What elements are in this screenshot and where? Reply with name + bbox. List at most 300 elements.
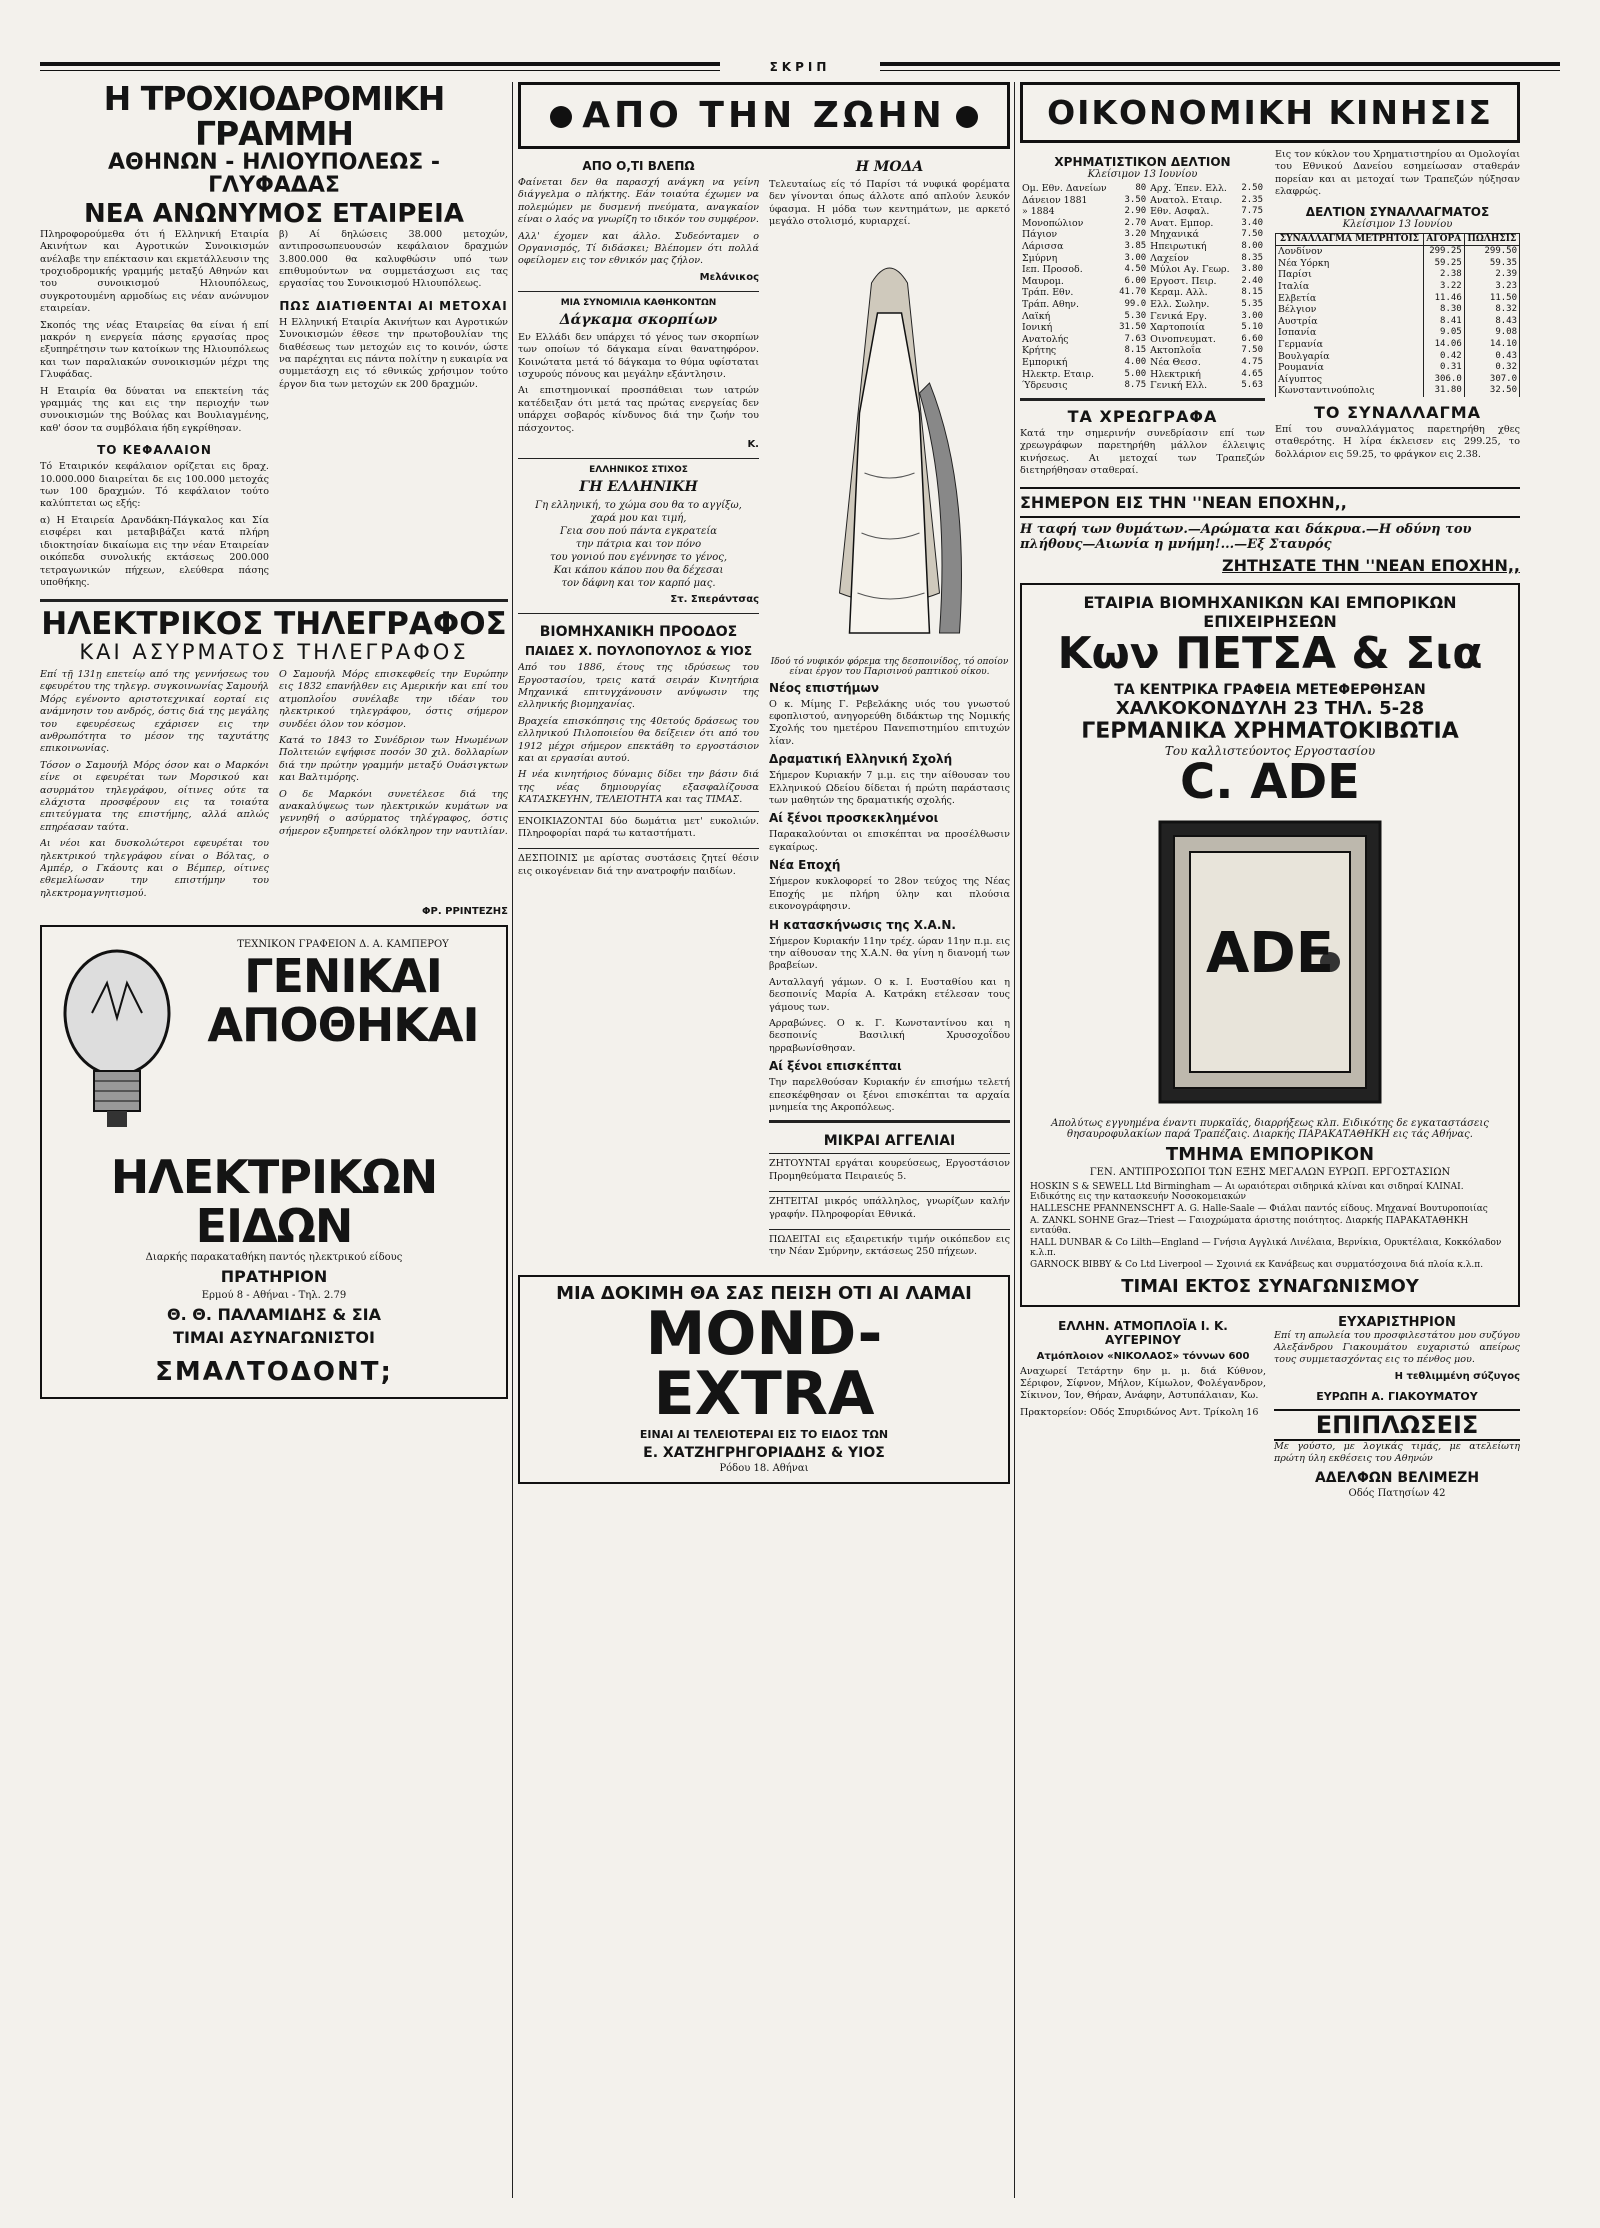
classified-text: ΔΕΣΠΟΙΝΙΣ με αρίστας συστάσεις ζητεί θέσιν εις οικογένειαν διά την ανατροφήν παιδίων.: [518, 853, 759, 877]
market-row: [1020, 183, 1265, 195]
rate-city: Αίγυπτος: [1276, 374, 1424, 386]
market-security: Ανατ. Εμπορ.: [1150, 217, 1214, 229]
rate-value: 11.50: [1464, 293, 1519, 305]
section-kicker: ΜΙΑ ΣΥΝΟΜΙΛΙΑ ΚΑΘΗΚΟΝΤΩΝ: [560, 297, 717, 308]
classified-ad: [769, 1229, 1010, 1267]
market-row: [1020, 299, 1265, 311]
market-price: 2.70: [1124, 217, 1147, 228]
bottom-ads: [1020, 1315, 1520, 1501]
market-price: 5.10: [1241, 322, 1263, 333]
life-right: [769, 155, 1010, 1267]
article-paragraph: α) Η Εταιρεία Δρανδάκη-Πάγκαλος και Σία εισφέρει και μεταβιβάζει κατά πλήρη ιδιοκτησίαν δικαίωμα εις την νέαν Εταιρείαν οικόπεδα συνολικής εκτάσεως 200.000 τετραγωνικών πήχεων, ελεύθερα πάσης υποθήκης.: [40, 514, 269, 588]
life-section: [518, 155, 1010, 1267]
rate-value: 32.50: [1464, 385, 1519, 397]
market-price: 3.80: [1241, 264, 1263, 275]
market-price: 31.50: [1119, 322, 1147, 333]
rate-date: Κλείσιμον 13 Ιουνίου: [1342, 218, 1453, 230]
petsa-ad: [1020, 583, 1520, 1306]
news-text: Αρραβώνες. Ο κ. Γ. Κωνσταντίνου και η δεσποινίς Βασιλική Χρυσοχοΐδου ηρραβωνίσθησαν.: [769, 1017, 1010, 1054]
rate-city: Ρουμανία: [1276, 362, 1424, 374]
article-paragraph: Ο Σαμουήλ Μόρς επισκεφθείς την Ευρώπην εις 1832 επανήλθεν εις Αμερικήν και επί του ατμοπλοΐου συνέλαβε την ιδέαν του ηλεκτρικού τηλεγράφου, όστις σήμερον συνδέει όλον τον κόσμον.: [279, 668, 508, 730]
industry-subtitle: ΠΑΙΔΕΣ Χ. ΠΟΥΛΟΠΟΥΛΟΣ & ΥΙΟΣ: [524, 644, 753, 659]
article-signature: Κ.: [747, 439, 759, 451]
article-paragraph: Αλλ' έχομεν και άλλο. Συδεόνταμεν ο Οργανισμός, Τί διδάσκει; Βλέπομεν ότι πολλά οφείλομεν εις τον εθνικόν μας ζήλον.: [518, 230, 759, 267]
rate-value: 9.05: [1423, 327, 1464, 339]
rate-value: 59.35: [1464, 258, 1519, 270]
rate-value: 14.10: [1464, 339, 1519, 351]
thanks-title: ΕΥΧΑΡΙΣΤΗΡΙΟΝ: [1338, 1314, 1456, 1330]
market-security: Κρήτης: [1022, 345, 1057, 357]
column-divider: [512, 82, 513, 2198]
rate-value: 14.06: [1423, 339, 1464, 351]
bullet-icon: [956, 106, 978, 128]
rate-title: ΔΕΛΤΙΟΝ ΣΥΝΑΛΛΑΓΜΑΤΟΣ: [1305, 204, 1490, 219]
mond-extra-ad: [518, 1275, 1010, 1484]
market-row: [1020, 287, 1265, 299]
market-price: 6.60: [1241, 333, 1263, 344]
rate-value: 8.41: [1423, 316, 1464, 328]
market-security: Σμύρνη: [1022, 252, 1058, 264]
agent-entry: GARNOCK BIBBY & Co Ltd Liverpool — Σχοινιά εκ Κανάβεως και συρματόσχοινα διά πλοία κ.λ.π.: [1030, 1259, 1484, 1270]
fx-text: Επί του συναλλάγματος παρετηρήθη χθες σταθερότης. Η λίρα έκλεισεν εις 299.25, το δολλάριον εις 59.25, το φράγκον εις 2.38.: [1275, 423, 1520, 460]
market-security: Λάρισσα: [1022, 240, 1064, 252]
thanks-name: ΕΥΡΩΠΗ Α. ΓΙΑΚΟΥΜΑΤΟΥ: [1316, 1389, 1478, 1403]
fx-title: ΤΟ ΣΥΝΑΛΛΑΓΜΑ: [1313, 402, 1482, 422]
masthead-label: ΣΚΡΙΠ: [720, 60, 880, 74]
rate-value: 8.43: [1464, 316, 1519, 328]
rate-row: [1276, 316, 1520, 328]
life-banner: [518, 82, 1010, 149]
market-security: Πάγιον: [1022, 229, 1058, 241]
market-row: [1020, 334, 1265, 346]
classified-text: ΖΗΤΕΙΤΑΙ μικρός υπάλληλος, γνωρίζων καλήν γραφήν. Πληροφορίαι Εθνικά.: [769, 1196, 1010, 1220]
news-text: Παρακαλούνται οι επισκέπται να προσέλθωσιν εγκαίρως.: [769, 829, 1010, 853]
ship-name: Ατμόπλοιον «ΝΙΚΟΛΑΟΣ» τόννων 600: [1036, 1350, 1250, 1362]
rate-row: [1276, 293, 1520, 305]
column-1: [40, 82, 508, 2198]
rate-value: 8.32: [1464, 304, 1519, 316]
market-price: 2.40: [1241, 275, 1263, 286]
rate-value: 8.30: [1423, 304, 1464, 316]
market-security: Μαυρομ.: [1022, 275, 1064, 287]
article-paragraph: β) Αί δηλώσεις 38.000 μετοχών, αντιπροσωπευουσών κεφάλαιον δραχμών 3.800.000 θα καλυφθώσιν υπό των επιθυμούντων να συμμετάσχωσι εις τας εργασίας του Συνοικισμού Ηλιουπόλεως.: [279, 228, 508, 290]
market-security: Δάνειον 1881: [1022, 194, 1088, 206]
rate-header: ΑΓΟΡΑ: [1423, 233, 1464, 246]
market-date: Κλείσιμον 13 Ιουνίου: [1087, 169, 1198, 180]
market-price: 2.50: [1241, 183, 1263, 193]
market-security: Ομ. Εθν. Δανείων: [1022, 183, 1107, 194]
ad-office: ΤΕΧΝΙΚΟΝ ΓΡΑΦΕΙΟΝ Δ. Α. ΚΑΜΠΕΡΟΥ: [237, 939, 449, 951]
ad-line: ΕΤΑΙΡΙΑ ΒΙΟΜΗΧΑΝΙΚΩΝ ΚΑΙ ΕΜΠΟΡΙΚΩΝ ΕΠΙΧΕΙΡΗΣΕΩΝ: [1083, 593, 1457, 632]
market-security: Εθν. Ασφαλ.: [1150, 206, 1210, 218]
market-row: [1020, 206, 1265, 218]
market-price: 41.70: [1119, 287, 1147, 298]
tram-subheadline: ΑΘΗΝΩΝ - ΗΛΙΟΥΠΟΛΕΩΣ - ΓΛΥΦΑΔΑΣ: [107, 150, 441, 199]
ad-brand: EXTRA: [653, 1358, 875, 1429]
rate-city: Ιταλία: [1276, 281, 1424, 293]
rate-row: [1276, 246, 1520, 258]
rate-value: 306.0: [1423, 374, 1464, 386]
market-price: 4.75: [1241, 356, 1263, 367]
market-security: Τράπ. Εθν.: [1022, 287, 1074, 299]
market-security: Ηπειρωτική: [1150, 240, 1207, 252]
industry-title: ΒΙΟΜΗΧΑΝΙΚΗ ΠΡΟΟΔΟΣ: [539, 624, 738, 641]
rate-value: 3.22: [1423, 281, 1464, 293]
rate-row: [1276, 327, 1520, 339]
market-table: [1020, 183, 1265, 392]
rate-value: 0.32: [1464, 362, 1519, 374]
rate-city: Βέλγιον: [1276, 304, 1424, 316]
news-kicker: Νέα Εποχή: [769, 858, 841, 873]
news-text: Την παρελθούσαν Κυριακήν έν επισήμω τελετή επεσκέφθησαν οι ξένοι επισκέπται τα αρχαία μνημεία της Ακροπόλεως.: [769, 1077, 1010, 1113]
furniture-title: ΕΠΙΠΛΩΣΕΙΣ: [1274, 1409, 1520, 1441]
rate-row: [1276, 351, 1520, 363]
market-security: Εμπορική: [1022, 356, 1068, 368]
illustration-caption: Ιδού τό νυφικόν φόρεμα της δεσποινίδος, τό οποίον είναι έργον του Παρισινού ραπτικού οίκου.: [770, 656, 1009, 677]
furniture-address: Οδός Πατησίων 42: [1348, 1487, 1446, 1499]
market-price: 5.30: [1124, 310, 1147, 321]
ad-line: ΤΙΜΑΙ ΑΣΥΝΑΓΩΝΙΣΤΟΙ: [173, 1327, 375, 1347]
market-security: Μύλοι Αγ. Γεωρ.: [1150, 264, 1230, 276]
lightbulb-icon: [52, 943, 182, 1153]
market-security: Ακτοπλοΐα: [1150, 345, 1202, 357]
rate-city: Λονδίνον: [1276, 246, 1424, 258]
ad-line: ΜΙΑ ΔΟΚΙΜΗ ΘΑ ΣΑΣ ΠΕΙΣΗ ΟΤΙ ΑΙ ΛΑΜΑΙ: [556, 1282, 972, 1304]
ad-brand: MOND-: [645, 1298, 883, 1369]
nea-epochi-cta: ΖΗΤΗΣΑΤΕ ΤΗΝ ''ΝΕΑΝ ΕΠΟΧΗΝ,,: [1222, 556, 1520, 576]
ad-line: ΓΕΝ. ΑΝΤΙΠΡΟΣΩΠΟΙ ΤΩΝ ΕΞΗΣ ΜΕΓΑΛΩΝ ΕΥΡΩΠ. ΕΡΓΟΣΤΑΣΙΩΝ: [1089, 1166, 1451, 1178]
article-paragraph: Κατά το 1843 το Συνέδριον των Ηνωμένων Πολιτειών εψήφισε ποσόν 30 χιλ. δολλαρίων διά την πρώτην γραμμήν μεταξύ Ουάσιγκτων και Βαλτιμόρης.: [279, 734, 508, 784]
market-price: 8.15: [1241, 287, 1263, 298]
market-row: [1020, 345, 1265, 357]
market-security: Νέα Θεσσ.: [1150, 356, 1201, 368]
classified-ad: [518, 811, 759, 849]
market-row: [1020, 229, 1265, 241]
market-price: 4.65: [1241, 368, 1263, 379]
rate-value: 31.80: [1423, 385, 1464, 397]
ad-line: ΠΡΑΤΗΡΙΟΝ: [220, 1266, 328, 1286]
market-price: 8.35: [1241, 252, 1263, 263]
market-price: 3.85: [1124, 240, 1147, 251]
tram-headline: Η ΤΡΟΧΙΟΔΡΟΜΙΚΗ ΓΡΑΜΜΗ: [103, 82, 445, 153]
rate-row: [1276, 339, 1520, 351]
market-security: Χαρτοποιία: [1150, 322, 1206, 334]
agent-entry: HALL DUNBAR & Co Lilth—England — Γνήσια Αγγλικά Λινέλαια, Βερνίκια, Ορυκτέλαια, Κοκκόλαδον κ.λ.π.: [1030, 1237, 1502, 1258]
market-bulletin: [1020, 149, 1265, 481]
market-price: 2.35: [1241, 194, 1263, 205]
life-banner-title: ΑΠΟ ΤΗΝ ΖΩΗΝ: [582, 95, 946, 136]
rate-city: Ελβετία: [1276, 293, 1424, 305]
ship-info: Πρακτορείον: Οδός Σπυριδώνος Αντ. Τρίκολη 16: [1020, 1406, 1259, 1418]
section-rule: [518, 291, 759, 292]
market-row: [1020, 195, 1265, 207]
column-3: [1020, 82, 1520, 2198]
ad-text: Απολύτως εγγυημένα έναντι πυρκαϊάς, διαρρήξεως κλπ. Ειδικότης δε εγκαταστάσεις θησαυροφυλακίων παρά Τραπέζαις. Διαρκής ΠΑΡΑΚΑΤΑΘΗΚΗ εις τάς Αθήνας.: [1051, 1117, 1489, 1140]
market-row: [1020, 380, 1265, 392]
bonds-title: ΤΑ ΧΡΕΩΓΡΑΦΑ: [1067, 406, 1218, 426]
market-security: Λαχείον: [1150, 252, 1189, 264]
article-paragraph: Τόσον ο Σαμουήλ Μόρς όσον και ο Μαρκόνι είνε οι εφευρέται των Μορσικού και ασυρμάτου τηλεγράφου, οίτινες ούτε τα ελάχιστα προσφέρουν εις τα τοιαύτα επιτεύγματα της επιστήμης, αλλά απλώς επηρέασαν ταύτα.: [40, 759, 269, 833]
article-paragraph: Τελευταίως είς τό Παρίσι τά νυφικά φορέματα δεν γίνονται όπως άλλοτε από απλούν λευκόν ύφασμα. Η μόδα των κεντημάτων, με αρκετό μεγάλο στολισμό, κυριαρχεί.: [769, 179, 1010, 228]
market-security: » 1884: [1022, 206, 1055, 218]
thanks-notice: [1274, 1315, 1520, 1501]
rate-row: [1276, 385, 1520, 397]
classified-text: ΕΝΟΙΚΙΑΖΟΝΤΑΙ δύο δωμάτια μετ' ευκολιών. Πληροφορίαι παρά τω καταστήματι.: [518, 815, 759, 839]
rate-header: ΣΥΝΑΛΛΑΓΜΑ ΜΕΤΡΗΤΟΙΣ: [1276, 233, 1424, 246]
market-security: Οινοπνευματ.: [1150, 333, 1216, 345]
market-price: 5.63: [1241, 380, 1263, 391]
bride-illustration: [769, 233, 1010, 653]
rate-city: Γερμανία: [1276, 339, 1424, 351]
market-title: ΧΡΗΜΑΤΙΣΤΙΚΟΝ ΔΕΛΤΙΟΝ: [1054, 155, 1231, 169]
agent-entry: HOSKIN S & SEWELL Ltd Birmingham — Αι ωραιότεραι σιδηρικά κλίναι και σιδηραί ΚΛΙΝΑΙ. Ειδικότης εις την κατασκευήν Νοσοκομειακών: [1030, 1181, 1464, 1202]
furniture-name: ΑΔΕΛΦΩΝ ΒΕΛΙΜΕΖΗ: [1314, 1469, 1480, 1486]
section-kicker: ΕΛΛΗΝΙΚΟΣ ΣΤΙΧΟΣ: [589, 465, 688, 476]
market-row: [1020, 218, 1265, 230]
market-security: Τράπ. Αθην.: [1022, 298, 1079, 310]
article-paragraph: Σκοπός της νέας Εταιρείας θα είναι ή επί μακρόν η ενεργεία πάσης εργασίας προς εξυπηρέτησιν των κατοίκων της Ηλιουπόλεως και των παραλιακών συνοικισμών μέχρι της Γλυφάδας.: [40, 319, 269, 381]
section-rule: [1020, 398, 1265, 401]
market-security: Ανατολής: [1022, 333, 1069, 345]
article-paragraph: Αι επιστημονικαί προσπάθειαι των ιατρών κατέδειξαν ότι μετά τας πρώτας ενεργείας δεν υπάρχει σοβαρός κίνδυνος διά την ζωήν του πάσχοντος.: [518, 385, 759, 434]
ad-bottom-line: ΣΜΑΛΤΟΔΟΝΤ;: [155, 1356, 393, 1387]
tram-kicker: ΝΕΑ ΑΝΩΝΥΜΟΣ ΕΤΑΙΡΕΙΑ: [84, 199, 464, 230]
article-paragraph: Η νέα κινητήριος δύναμις δίδει την βάσιν διά της νέας δημιουργίας εξασφαλίζουσα ΚΑΤΑΣΚΕΥΗΝ, ΤΕΛΕΙΟΤΗΤΑ και τας ΤΙΜΑΣ.: [518, 769, 759, 806]
rate-value: 2.38: [1423, 269, 1464, 281]
rate-table: [1275, 233, 1520, 397]
column-2: [518, 82, 1010, 2198]
section-rule: [769, 1120, 1010, 1123]
market-price: 7.50: [1241, 345, 1263, 356]
market-price: 99.0: [1124, 298, 1147, 309]
nea-epochi-headline: ΣΗΜΕΡΟΝ ΕΙΣ ΤΗΝ ''ΝΕΑΝ ΕΠΟΧΗΝ,,: [1020, 487, 1520, 518]
ad-line: Του καλλιστεύοντος Εργοστασίου: [1164, 743, 1376, 758]
section-kicker: ΑΠΟ Ο,ΤΙ ΒΛΕΠΩ: [582, 159, 695, 173]
market-row: [1020, 241, 1265, 253]
news-kicker: Αί ξένοι προσκεκλημένοι: [769, 811, 939, 826]
news-text: Σήμερον Κυριακήν 11ην τρέχ. ώραν 11ην π.μ. εις την αίθουσαν της Χ.Α.Ν. θα γίνη η διανομή των βραβείων.: [769, 935, 1010, 972]
rate-value: 0.31: [1423, 362, 1464, 374]
classified-text: ΖΗΤΟΥΝΤΑΙ εργάται κουρεύσεως, Εργοστάσιον Προμηθεύματα Πειραιεύς 5.: [769, 1158, 1010, 1182]
article-title: Δάγκαμα σκορπίων: [559, 311, 718, 328]
ad-line: ΓΕΡΜΑΝΙΚΑ ΧΡΗΜΑΤΟΚΙΒΩΤΙΑ: [1081, 718, 1459, 744]
rate-value: 0.42: [1423, 351, 1464, 363]
news-kicker: Η κατασκήνωσις της Χ.Α.Ν.: [769, 917, 956, 932]
article-paragraph: Αι νέοι και δυσκολώτεροι εφευρέται του ηλεκτρικού τηλεγράφου είναι ο Βόλτας, ο Αμπέρ, ο Γκάουτς και ο Βέμπερ, οίτινες εθεμελίωσαν την επιστήμην του ηλεκτρομαγνητισμού.: [40, 838, 269, 899]
agent-entry: HALLESCHE PFANNENSCHFT A. G. Halle-Saale — Φιάλαι παντός είδους. Μηχαναί Βουτυροποιίας: [1030, 1203, 1488, 1214]
poem-text: Γη ελληνική, το χώμα σου θα το αγγίξω, χαρά μου και τιμή, Γεια σου πού πάντα εγκρατεία την πάτρια και τον πόνο του γονιού που εγέννησε το γένος, Και κάπου κάπου που θα δέχεσαι τον δάφνη και τον καρπό μας.: [535, 500, 742, 590]
rate-value: 9.08: [1464, 327, 1519, 339]
market-security: Αρχ. Έπεν. Ελλ.: [1150, 183, 1227, 194]
market-row: [1020, 264, 1265, 276]
ad-line: ΤΙΜΑΙ ΕΚΤΟΣ ΣΥΝΑΓΩΝΙΣΜΟΥ: [1121, 1275, 1419, 1297]
rate-value: 3.23: [1464, 281, 1519, 293]
market-price: 4.50: [1124, 264, 1147, 275]
exchange-bulletin: [1275, 149, 1520, 481]
market-price: 5.35: [1241, 298, 1263, 309]
market-price: 6.00: [1124, 275, 1147, 286]
agent-entry: A. ZANKL SOHNE Graz—Triest — Γαιοχρώματα άριστης ποιότητος. Διαρκής ΠΑΡΑΚΑΤΑΘΗΚΗ ενταύθα.: [1030, 1215, 1469, 1236]
classified-ad: [769, 1153, 1010, 1191]
ad-address: Ρόδου 18. Αθήναι: [719, 1462, 809, 1474]
classified-ad: [769, 1191, 1010, 1229]
rate-value: 299.50: [1464, 246, 1519, 258]
market-security: Μηχανικά: [1150, 229, 1199, 241]
rate-value: 307.0: [1464, 374, 1519, 386]
life-left: [518, 155, 759, 1267]
shipping-ad: [1020, 1315, 1266, 1501]
rate-city: Βουλγαρία: [1276, 351, 1424, 363]
article-paragraph: Επί τῇ 131ῃ επετείῳ από της γεννήσεως του εφευρέτου της τηλεγρ. συγκοινωνίας Σαμουήλ Μόρς εγένοντο αριστοτεχνικαί εορταί εις ανάμνησιν του ανδρός, όστις διά της μεγάλης του εφευρέσεως εχάρισεν εις την ανθρωπότητα το μέσον της ταχυτάτης επικοινωνίας.: [40, 668, 269, 755]
market-price: 8.15: [1124, 345, 1147, 356]
article-paragraph: Εν Ελλάδι δεν υπάρχει τό γένος των σκορπίων των οποίων τό δάγκαμα είναι θανατηφόρον. Κοινώτατα μετά τό δάγκαμα το θύμα υφίσταται ισχυρούς πόνους και μεγάλην εξάντλησιν.: [518, 331, 759, 381]
market-row: [1020, 311, 1265, 323]
capital-subheading: ΤΟ ΚΕΦΑΛΑΙΟΝ: [97, 443, 212, 458]
ad-company: Θ. Θ. ΠΑΛΑΜΙΔΗΣ & ΣΙΑ: [167, 1304, 381, 1324]
market-security: Κεραμ. Αλλ.: [1150, 287, 1208, 299]
agents-list: [1030, 1182, 1510, 1270]
rate-row: [1276, 258, 1520, 270]
article-signature: Μελάνικος: [699, 271, 759, 283]
finance-banner: ΟΙΚΟΝΟΜΙΚΗ ΚΙΝΗΣΙΣ: [1020, 82, 1520, 143]
market-price: 8.00: [1241, 240, 1263, 251]
fashion-title: Η ΜΟΔΑ: [855, 159, 924, 175]
market-row: [1020, 322, 1265, 334]
rate-value: 11.46: [1423, 293, 1464, 305]
bullet-icon: [550, 106, 572, 128]
rate-row: [1276, 374, 1520, 386]
market-price: 80: [1135, 183, 1147, 193]
telegraph-article: [40, 669, 508, 904]
market-price: 3.50: [1124, 194, 1147, 205]
ad-headline: ΗΛΕΚΤΡΙΚΩΝ ΕΙΔΩΝ: [110, 1150, 438, 1253]
market-price: 2.90: [1124, 206, 1147, 217]
article-paragraph: Από του 1886, έτους της ιδρύσεως του Εργοστασίου, τρεις κατά σειράν Κινητήρια Μηχανικά επιτυγχάνουσιν ανύψωσιν της ελληνικής βιομηχανίας.: [518, 662, 759, 711]
ad-address: ΧΑΛΚΟΚΟΝΔΥΛΗ 23 ΤΗΛ. 5-28: [1115, 697, 1425, 719]
market-price: 4.00: [1124, 356, 1147, 367]
nea-epochi-teaser: Η ταφή των θυμάτων.—Αρώματα και δάκρυα.—Η οδύνη του πλήθους—Αιωνία η μνήμη!...—Εξ Σταυρός: [1020, 522, 1472, 553]
thanks-sig: Η τεθλιμμένη σύζυγος: [1394, 1370, 1520, 1382]
article-paragraph: Ο δε Μαρκόνι συνετέλεσε διά της ανακαλύψεως των ηλεκτρικών κυμάτων να γεννηθή ο ασύρματος τηλέγραφος, όστις σήμερον εξυπηρετεί ολόκληρον την ναυτιλίαν.: [279, 788, 508, 837]
news-text: Ο κ. Μίμης Γ. Ρεβελάκης υιός του γνωστού εφοπλιστού, ανηγορεύθη διδάκτωρ της Νομικής Σχολής του ημετέρου Πανεπιστημίου επιτυχών λίαν.: [769, 698, 1010, 747]
market-note: Εις τον κύκλον του Χρηματιστηρίου αι Ομολογίαι του Εθνικού Δανείου εσημείωσαν σταθεράν πορείαν και αι μετοχαί των Τραπεζών ηύξησαν ελαφρώς.: [1275, 149, 1520, 198]
market-security: Λαϊκή: [1022, 310, 1051, 322]
article-paragraph: Φαίνεται δεν θα παρασχή ανάγκη να γείνη διάγγελμα ο πλήκτης. Εάν τοιαύτα έχωμεν να πολεμώμεν με δυσμενή πνεύματα, αναγκαίον είναι ο λαός να γνωρίζη το ιδικόν του συμφέρον.: [518, 177, 759, 226]
market-row: [1020, 369, 1265, 381]
finance-section: [1020, 149, 1520, 481]
market-security: Ηλεκτρ. Εταιρ.: [1022, 368, 1095, 380]
poem-title: ΓΗ ΕΛΛΗΝΙΚΗ: [579, 479, 698, 496]
classifieds-title: ΜΙΚΡΑΙ ΑΓΓΕΛΙΑΙ: [823, 1133, 956, 1150]
ad-company: Ε. ΧΑΤΖΗΓΡΗΓΟΡΙΑΔΗΣ & ΥΙΟΣ: [643, 1444, 885, 1461]
column-divider: [1014, 82, 1015, 2198]
article-paragraph: Βραχεία επισκόπησις της 40ετούς δράσεως του ελληνικού Πιλοποιείου θα δείξειεν ότι από του 1912 μέχρι σήμερον επεκτάθη το εργοστάσιον και αι εργασίαι αυτού.: [518, 715, 759, 764]
section-rule: [40, 599, 508, 602]
rate-value: 299.25: [1423, 246, 1464, 258]
market-security: Γενική Ελλ.: [1150, 380, 1208, 392]
market-security: Μονοπώλιον: [1022, 217, 1084, 229]
rate-city: Νέα Υόρκη: [1276, 258, 1424, 270]
news-kicker: Νέος επιστήμων: [769, 680, 880, 695]
bonds-text: Κατά την σημερινήν συνεδρίασιν επί των χρεωγράφων παρετηρήθη μάλλον έλλειψις κινήσεως. Αι μετοχαί των Τραπεζών διετηρήθησαν σταθεραί.: [1020, 427, 1265, 476]
section-rule: [518, 613, 759, 614]
article-paragraph: Πληροφορούμεθα ότι ή Ελληνική Εταιρία Ακινήτων και Αγροτικών Συνοικισμών ανέλαβε την επέκτασιν και εκμετάλλευσιν της τροχιοδρομικής γραμμής μεταξύ Αθηνών και του συνοικισμού Ηλιουπόλεως, συγκροτουμένη αρμοδίως εις νέαν ανώνυμον εταιρείαν.: [40, 228, 269, 315]
tram-article: [40, 229, 508, 594]
market-security: Ανατολ. Εταιρ.: [1150, 194, 1223, 206]
news-text: Σήμερον Κυριακήν 7 μ.μ. εις την αίθουσαν του Ελληνικού Ωδείου δίδεται ή πρώτη παράστασις των μαθητών της δραματικής σχολής.: [769, 770, 1010, 807]
market-price: 3.40: [1241, 217, 1263, 228]
news-kicker: Αί ξένοι επισκέπται: [769, 1059, 902, 1074]
rate-city: Παρίσι: [1276, 269, 1424, 281]
telegraph-subheadline: ΚΑΙ ΑΣΥΡΜΑΤΟΣ ΤΗΛΕΓΡΑΦΟΣ: [79, 639, 469, 664]
shares-subheading: ΠΩΣ ΔΙΑΤΙΘΕΝΤΑΙ ΑΙ ΜΕΤΟΧΑΙ: [279, 298, 508, 313]
ad-line: ΤΜΗΜΑ ΕΜΠΟΡΙΚΟΝ: [1165, 1143, 1375, 1165]
poem-signature: Στ. Σπεράντσας: [670, 594, 759, 606]
ad-line: ΕΙΝΑΙ ΑΙ ΤΕΛΕΙΟΤΕΡΑΙ ΕΙΣ ΤΟ ΕΙΔΟΣ ΤΩΝ: [639, 1427, 889, 1441]
market-price: 7.75: [1241, 206, 1263, 217]
rate-header: ΠΩΛΗΣΙΣ: [1464, 233, 1519, 246]
market-security: Ελλ. Σωλην.: [1150, 298, 1210, 310]
market-security: Ηλεκτρική: [1150, 368, 1201, 380]
news-text: Ανταλλαγή γάμων. Ο κ. Ι. Ευσταθίου και η δεσποινίς Μαρία Α. Κατράκη ετέλεσαν τους γάμους των.: [769, 976, 1010, 1013]
market-price: 3.00: [1124, 252, 1147, 263]
telegraph-headline: ΗΛΕΚΤΡΙΚΟΣ ΤΗΛΕΓΡΑΦΟΣ: [41, 606, 507, 643]
rate-row: [1276, 362, 1520, 374]
market-price: 8.75: [1124, 380, 1147, 391]
rate-row: [1276, 304, 1520, 316]
market-security: Γενικά Εργ.: [1150, 310, 1208, 322]
market-price: 3.20: [1124, 229, 1147, 240]
ad-brand: Κων ΠΕΤΣΑ & Σια: [1057, 628, 1483, 680]
market-security: Ιεπ. Προσοδ.: [1022, 264, 1083, 276]
news-text: Σήμερον κυκλοφορεί το 28ον τεύχος της Νέας Εποχής με πλήρη ύλην και πλούσια εικονογράφησιν.: [769, 876, 1010, 913]
article-signature: ΦΡ. ΡΡΙΝΤΕΖΗΣ: [422, 906, 508, 918]
section-rule: [518, 458, 759, 459]
article-paragraph: Η Ελληνική Εταιρία Ακινήτων και Αγροτικών Συνοικισμών έθεσε την πρωτοβουλίαν της διαθέσεως των μετοχών εις το κοινόν, ώστε να παρέχηται εις πάντα πολίτην η ευκαιρία να συμμετάσχη εις τό εθνικώς χρήσιμον τούτο έργον δια των μετοχών εκ 200 δραχμών.: [279, 316, 508, 390]
furniture-text: Με γούστο, με λογικάς τιμάς, με ατελείωτη πρώτη ύλη εκθέσεις του Αθηνών: [1274, 1440, 1520, 1465]
article-paragraph: Η Εταιρία θα δύναται να επεκτείνη τάς γραμμάς της και εις την περιοχήν των συνοικισμών της Βούλας και Βουλιαγμένης, καθ' όσον τα συμβόλαια ήδη εγκρίθησαν.: [40, 385, 269, 434]
ad-line: Διαρκής παρακαταθήκη παντός ηλεκτρικού είδους: [145, 1251, 403, 1263]
ad-brand: C. ADE: [1180, 753, 1360, 810]
news-kicker: Δραματική Ελληνική Σχολή: [769, 752, 953, 767]
rate-row: [1276, 281, 1520, 293]
svg-text:ADE: ADE: [1205, 920, 1335, 986]
safe-icon: [1140, 812, 1400, 1112]
market-security: Ιονική: [1022, 322, 1053, 334]
classified-ad: [518, 848, 759, 886]
market-row: [1020, 253, 1265, 265]
rate-city: Ισπανία: [1276, 327, 1424, 339]
rate-city: Κωνσταντινούπολις: [1276, 385, 1424, 397]
rate-value: 0.43: [1464, 351, 1519, 363]
market-row: [1020, 357, 1265, 369]
market-price: 7.63: [1124, 333, 1147, 344]
ad-address: Ερμού 8 - Αθήναι - Τηλ. 2.79: [201, 1289, 347, 1301]
market-row: [1020, 276, 1265, 288]
rate-city: Αυστρία: [1276, 316, 1424, 328]
rate-row: [1276, 269, 1520, 281]
electrical-goods-ad: [40, 925, 508, 1399]
classified-text: ΠΩΛΕΙΤΑΙ εις εξαιρετικήν τιμήν οικόπεδον εις την Νέαν Σμύρνην, εκτάσεως 250 πήχεων.: [769, 1234, 1010, 1258]
ad-headline: ΓΕΝΙΚΑΙ ΑΠΟΘΗΚΑΙ: [207, 949, 479, 1052]
market-price: 3.00: [1241, 310, 1263, 321]
ship-text: Αναχωρεί Τετάρτην 6ην μ. μ. διά Κύθνον, Σέριφον, Σίφνον, Μήλον, Κίμωλον, Φολέγανδρον, Σίκινον, Ίον, Θήραν, Ανάφην, Αστυπάλαιαν, Κω.: [1020, 1365, 1266, 1402]
rate-value: 2.39: [1464, 269, 1519, 281]
ad-line: ΤΑ ΚΕΝΤΡΙΚΑ ΓΡΑΦΕΙΑ ΜΕΤΕΦΕΡΘΗΣΑΝ: [1114, 681, 1426, 698]
market-price: 5.00: [1124, 368, 1147, 379]
market-price: 7.50: [1241, 229, 1263, 240]
article-paragraph: Τό Εταιρικόν κεφάλαιον ορίζεται εις δραχ. 10.000.000 διαιρείται δε εις 100.000 μετοχάς των 100 δραχμών. Τό κεφάλαιον τούτο καλύπτεται ως εξής:: [40, 461, 269, 510]
